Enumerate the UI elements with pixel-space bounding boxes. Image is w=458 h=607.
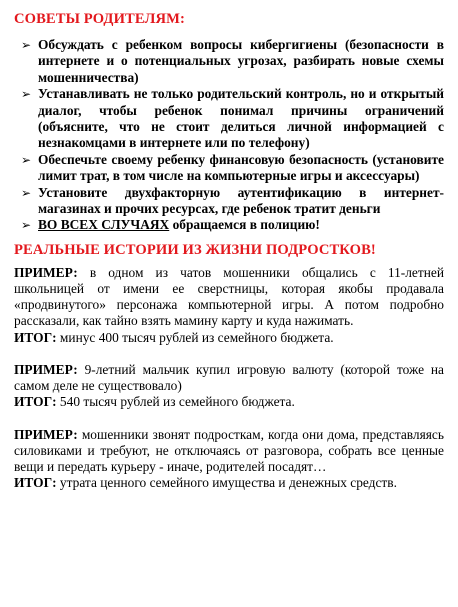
advice-heading: СОВЕТЫ РОДИТЕЛЯМ: xyxy=(14,11,185,27)
example-label: ПРИМЕР: xyxy=(14,361,78,377)
story-block xyxy=(14,362,444,411)
story-block xyxy=(14,265,444,346)
result-text: 540 тысяч рублей из семейного бюджета. xyxy=(56,394,295,410)
advice-text: обращаемся в полицию! xyxy=(169,217,320,233)
example-text: 9-летний мальчик купил игровую валюту (которой тоже на самом деле не существовало) xyxy=(14,361,444,394)
story-example xyxy=(14,362,444,394)
arrow-bullet-icon: ➢ xyxy=(21,218,32,233)
result-text: утрата ценного семейного имущества и денежных средств. xyxy=(56,475,397,491)
advice-item xyxy=(14,86,444,152)
arrow-bullet-icon: ➢ xyxy=(21,152,32,167)
result-label: ИТОГ: xyxy=(14,475,57,491)
arrow-bullet-icon: ➢ xyxy=(21,38,32,52)
advice-item-police xyxy=(14,217,444,233)
example-label: ПРИМЕР: xyxy=(14,264,78,280)
advice-item xyxy=(14,185,444,218)
result-label: ИТОГ: xyxy=(14,394,57,410)
arrow-bullet-icon: ➢ xyxy=(21,87,32,102)
story-example xyxy=(14,427,444,476)
story-result xyxy=(14,330,444,346)
advice-text: Обсуждать с ребенком вопросы кибергигиены (безопасности в интернете и о потенциальных угрозах, разбирать новые схемы мошенничества) xyxy=(38,37,444,85)
advice-text: Установите двухфакторную аутентификацию в интернет-магазинах и прочих ресурсах, где ребенок тратит деньги xyxy=(38,184,444,217)
result-label: ИТОГ: xyxy=(14,329,57,345)
story-result xyxy=(14,394,444,410)
example-label: ПРИМЕР: xyxy=(14,426,78,442)
advice-text: Устанавливать не только родительский контроль, но и открытый диалог, чтобы ребенок понимал причины ограничений (объясните, что не стоит делиться личной информацией с незнакомцами в интернете или по телефону) xyxy=(38,86,444,151)
example-text: в одном из чатов мошенники общались с 11-летней школьницей от имени ее сверстницы, которая якобы продавала «продвинутого» персонажа компьютерной игры. А потом подробно рассказали, как тайно взять мамину карту и куда нажимать. xyxy=(14,264,444,329)
spacer xyxy=(14,411,444,427)
story-result xyxy=(14,475,444,491)
story-example xyxy=(14,265,444,330)
arrow-bullet-icon: ➢ xyxy=(21,185,32,200)
example-text: мошенники звонят подросткам, когда они дома, представляясь силовиками и требуют, не отключаясь от разговора, собрать все ценные вещи и передать курьеру - иначе, родителей посадят… xyxy=(14,426,444,474)
advice-item xyxy=(14,152,444,185)
spacer xyxy=(14,346,444,362)
advice-item xyxy=(14,37,444,86)
advice-text: Обеспечьте своему ребенку финансовую безопасность (установите лимит трат, в том числе на компьютерные игры и аксессуары) xyxy=(38,151,444,184)
result-text: минус 400 тысяч рублей из семейного бюджета. xyxy=(56,329,334,345)
advice-emphasis: ВО ВСЕХ СЛУЧАЯХ xyxy=(38,217,170,233)
story-block xyxy=(14,427,444,492)
advice-list xyxy=(14,37,444,234)
stories-heading: РЕАЛЬНЫЕ ИСТОРИИ ИЗ ЖИЗНИ ПОДРОСТКОВ! xyxy=(14,241,376,258)
